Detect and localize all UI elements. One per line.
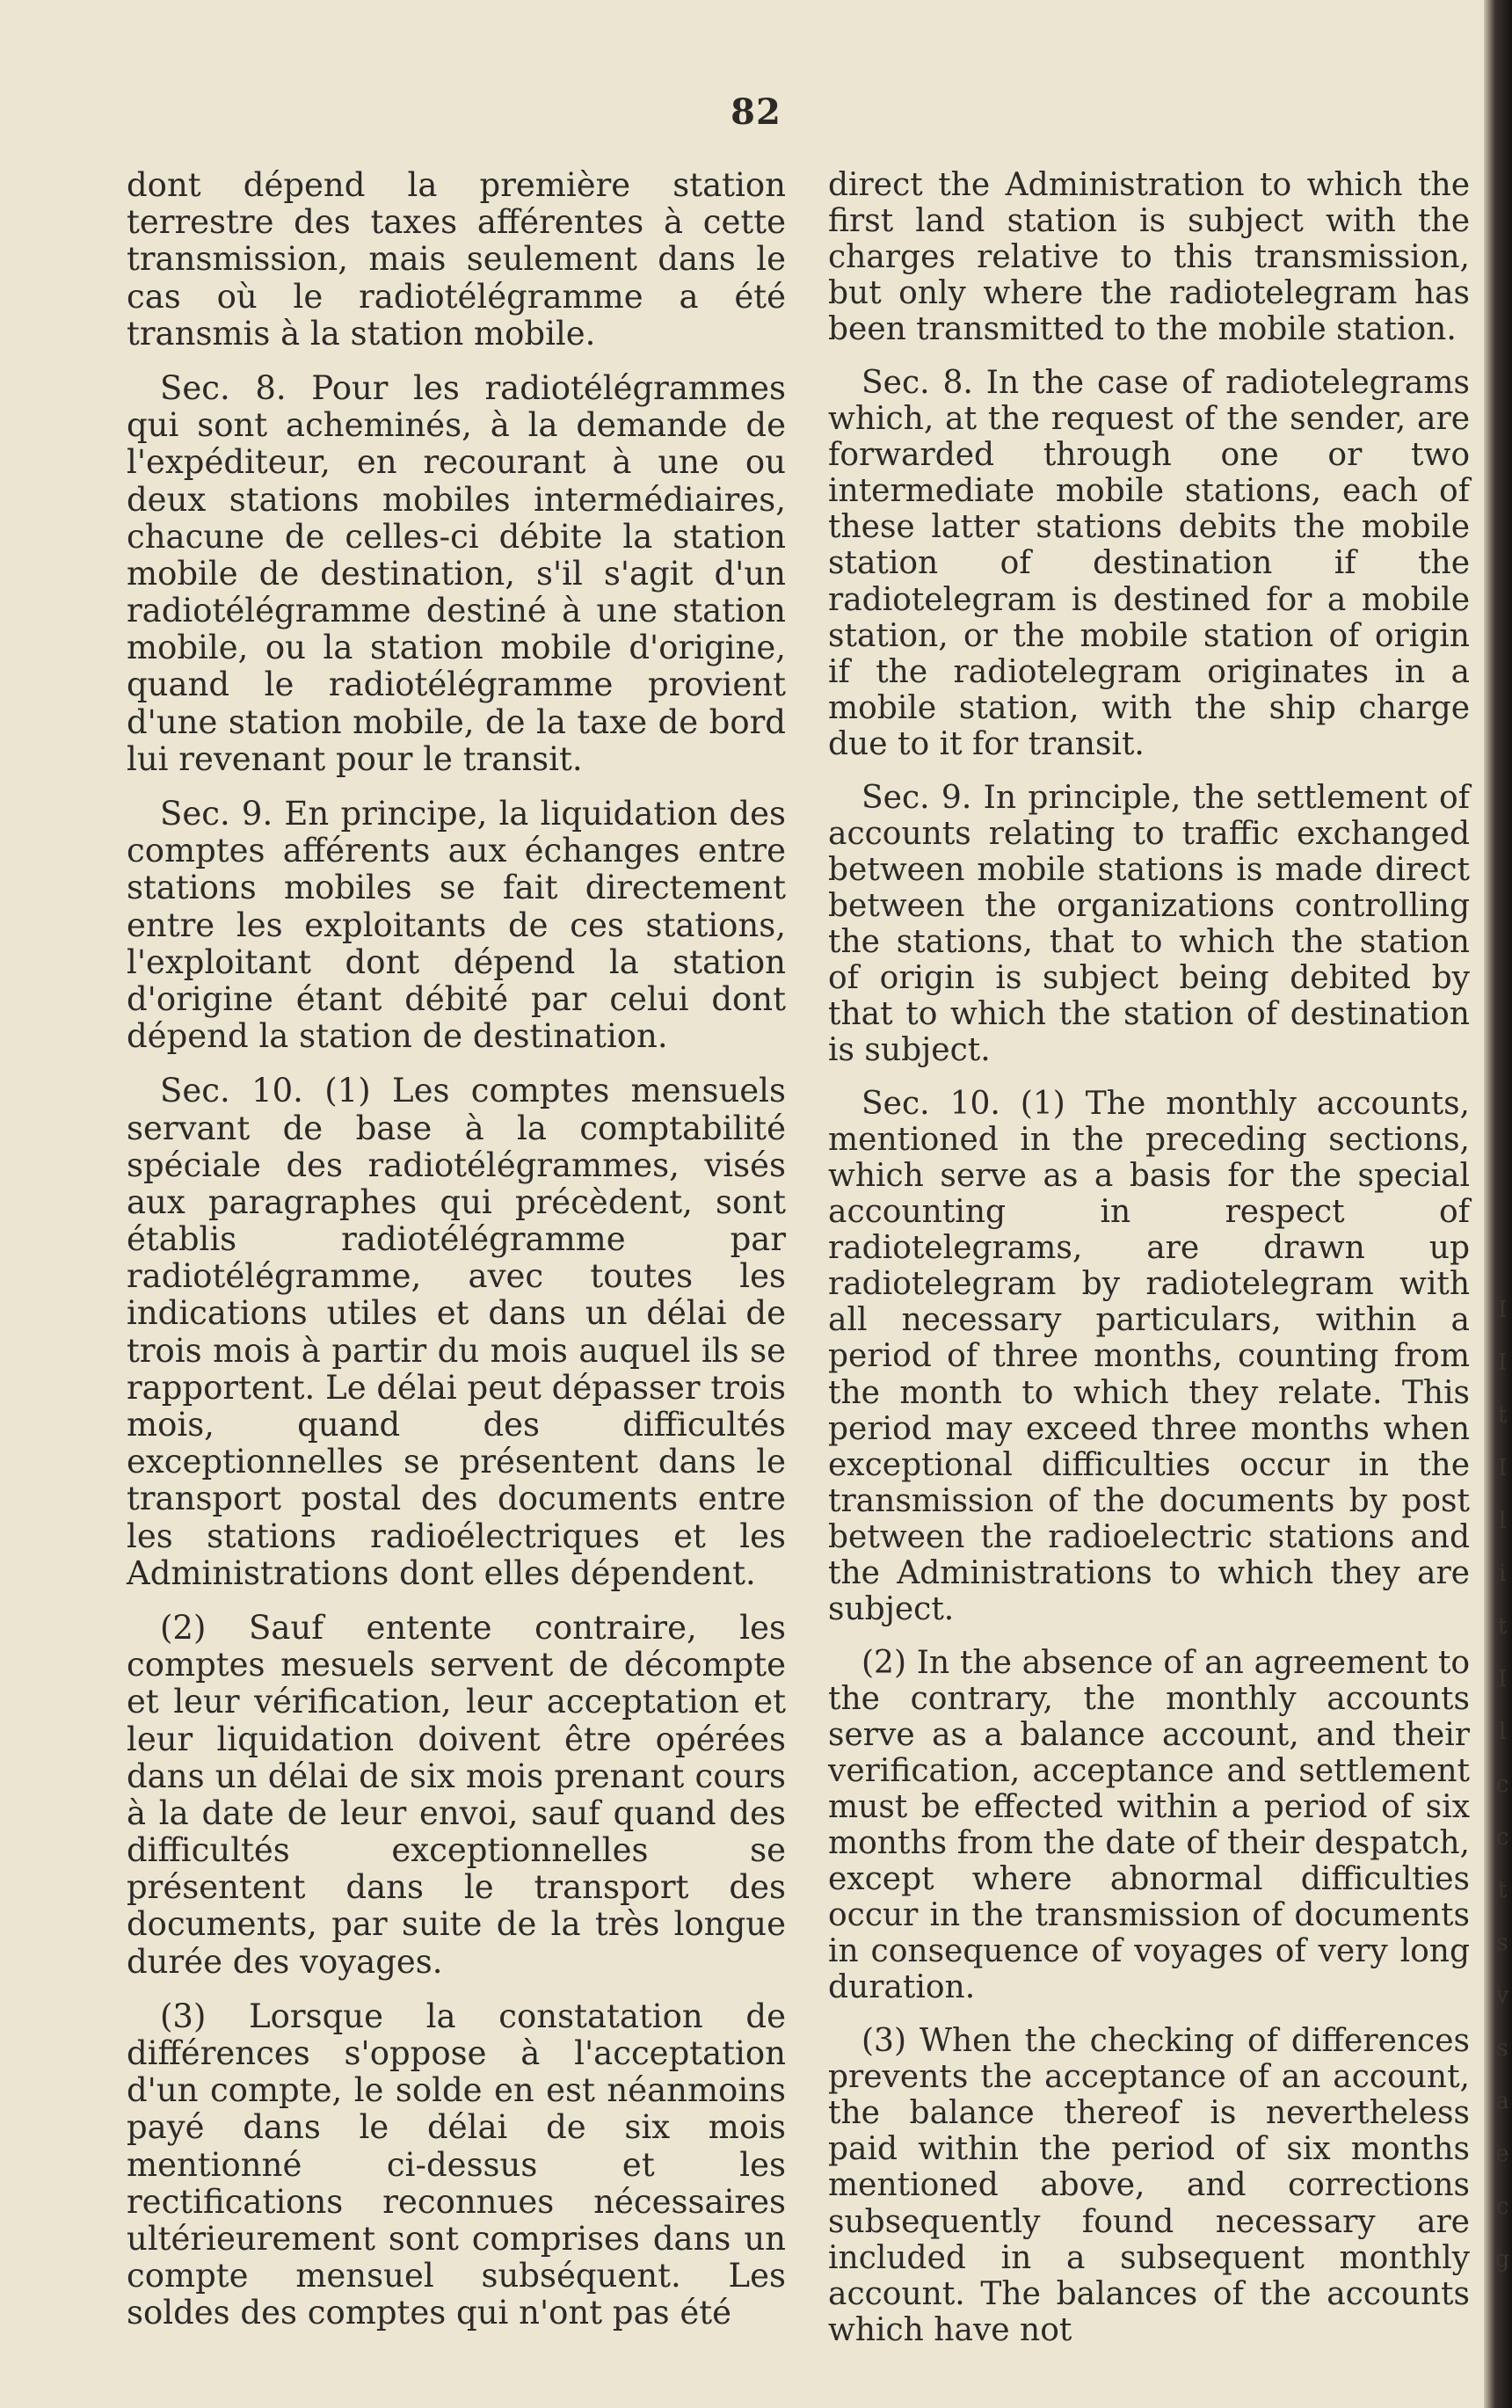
edge-letter: c [1495,2193,1509,2220]
page-number: 82 [731,91,781,133]
paragraph-en-1: direct the Administration to which the first land station is subject with the charges relative to this transmission, but only where the radiotelegram has been transmitted to the mobile station. [828,167,1470,348]
paragraph-fr-sec9: Sec. 9. En principe, la liquidation des comptes afférents aux échanges entre stations mobiles se fait directement entre les exploitants de ces stations, l'exploitant dont dépend la station d'origine étant débité par celui dont dépend la station de destination. [127,795,786,1056]
paragraph-en-sec10-3: (3) When the checking of differences prevents the acceptance of an account, the balance thereof is nevertheless paid within the period of six months mentioned above, and corrections subsequently found necessary are included in a subsequent monthly account. The balances of the accounts which have not [828,2023,1470,2348]
next-page-edge-letters [1494,1284,1510,2286]
edge-letter: g [1494,2246,1510,2273]
paragraph-fr-sec10-2: (2) Sauf entente contraire, les comptes mesuels servent de décompte et leur vérification, leur acceptation et leur liquidation doivent être opérées dans un délai de six mois prenant cours à la date de leur envoi, sauf quand des difficultés exceptionnelles se présentent dans le transport des documents, par suite de la très longue durée des voyages. [127,1608,786,1981]
paragraph-fr-sec8: Sec. 8. Pour les radiotélégrammes qui sont acheminés, à la demande de l'expéditeur, en recourant à une ou deux stations mobiles intermédiaires, chacune de celles-ci débite la station mobile de destination, s'il s'agit d'un radiotélégramme destiné à une station mobile, ou la station mobile d'origine, quand le radiotélégramme provient d'une station mobile, de la taxe de bord lui revenant pour le transit. [127,368,786,778]
edge-letter: i [1498,1560,1507,1587]
paragraph-en-sec10-2: (2) In the absence of an agreement to the contrary, the monthly accounts serve as a balance account, and their verification, acceptance and settlement must be effected within a period of six months from the date of their despatch, except where abnormal difficulties occur in the transmission of documents in consequence of voyages of very long duration. [828,1644,1470,2006]
french-text-column [127,167,786,2350]
edge-letter: I [1497,1666,1508,1692]
edge-letter: a [1495,2088,1509,2114]
paragraph-fr-sec10-1: Sec. 10. (1) Les comptes mensuels servant de base à la comptabilité spéciale des radiotélégrammes, visés aux paragraphes qui précèdent, sont établis radiotélégramme par radiotélégramme, avec toutes les indications utiles et dans un délai de trois mois à partir du mois auquel ils se rapportent. Le délai peut dépasser trois mois, quand des difficultés exceptionnelles se présentent dans le transport postal des documents entre les stations radioélectriques et les Administrations dont elles dépendent. [127,1072,786,1592]
edge-letter: c [1495,1771,1509,1798]
paragraph-fr-sec10-3: (3) Lorsque la constatation de différences s'oppose à l'acceptation d'un compte, le solde en est néanmoins payé dans le délai de six mois mentionné ci-dessus et les rectifications reconnues nécessaires ultérieurement sont comprises dans un compte mensuel subséquent. Les soldes des comptes qui n'ont pas été [127,1997,786,2332]
edge-letter: c [1495,1824,1509,1851]
edge-letter: s [1496,1930,1508,1956]
paragraph-en-sec8: Sec. 8. In the case of radiotelegrams which, at the request of the sender, are forwarded through one or two intermediate mobile stations, each of these latter stations debits the mobile station of destination if the radiotelegram is destined for a mobile station, or the mobile station of origin if the radiotelegram originates in a mobile station, with the ship charge due to it for transit. [828,365,1470,762]
edge-letter: t [1497,1402,1508,1429]
edge-letter: I [1497,1455,1508,1481]
edge-letter: l [1498,1719,1507,1745]
paragraph-en-sec10-1: Sec. 10. (1) The monthly accounts, mentioned in the preceding sections, which serve as a basis for the special accounting in respect of radiotelegrams, are drawn up radiotelegram by radiotelegram with all necessary particulars, within a period of three months, counting from the month to which they relate. This period may exceed three months when exceptional difficulties occur in the transmission of the documents by post between the radioelectric stations and the Administrations to which they are subject. [828,1086,1470,1627]
edge-letter: e [1495,2141,1509,2167]
paragraph-en-sec9: Sec. 9. In principle, the settlement of accounts relating to traffic exchanged between mobile stations is made direct between the organizations controlling the stations, that to which the station of origin is subject being debited by that to which the station of destination is subject. [828,779,1470,1069]
paragraph-fr-1: dont dépend la première station terrestre des taxes afférentes à cette transmission, mais seulement dans le cas où le radiotélégramme a été transmis à la station mobile. [127,166,786,353]
edge-letter: l [1498,1508,1507,1534]
edge-letter: t [1497,1613,1508,1640]
edge-letter: I [1497,1349,1508,1376]
edge-letter: I [1497,1297,1508,1323]
edge-letter: t [1497,1877,1508,1903]
edge-letter: s [1496,2035,1508,2062]
edge-letter: v [1495,1982,1509,2009]
english-text-column [828,167,1470,2366]
